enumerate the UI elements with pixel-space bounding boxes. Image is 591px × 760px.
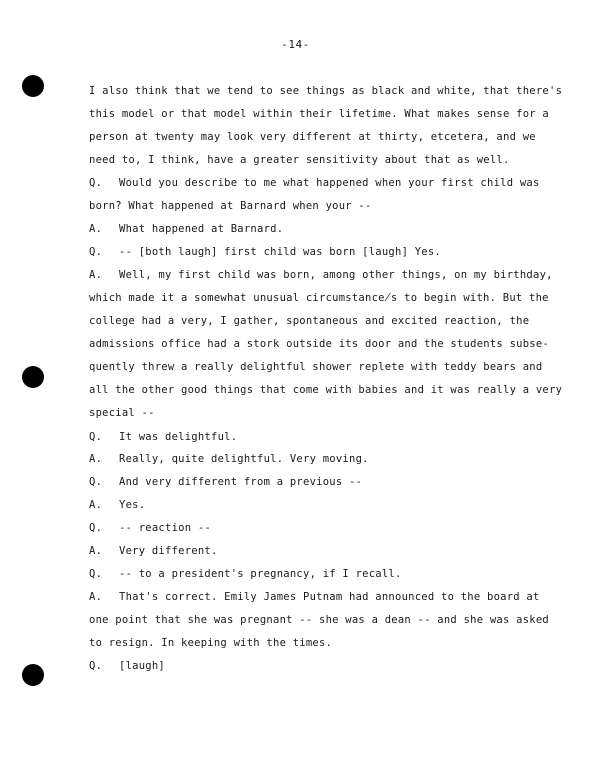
transcript-turn xyxy=(89,568,529,580)
transcript-line xyxy=(89,407,529,419)
transcript-line xyxy=(89,131,536,143)
speaker-label: Q. xyxy=(89,476,103,488)
transcript-turn xyxy=(89,545,529,557)
line-text: Really, quite delightful. Very moving. xyxy=(119,453,369,465)
transcript-turn xyxy=(89,476,529,488)
line-text: need to, I think, have a greater sensitivity about that as well. xyxy=(89,154,510,166)
transcript-line xyxy=(89,637,529,649)
line-text: What happened at Barnard. xyxy=(119,223,284,235)
line-text: Well, my first child was born, among other things, on my birthday, xyxy=(119,269,553,281)
line-text: That's correct. Emily James Putnam had announced to the board at xyxy=(119,591,540,603)
transcript-turn xyxy=(89,453,529,465)
line-text: Very different. xyxy=(119,545,218,557)
line-text: -- to a president's pregnancy, if I recall. xyxy=(119,568,402,580)
speaker-label: A. xyxy=(89,591,103,603)
transcript-turn xyxy=(89,660,529,672)
binder-hole-top xyxy=(22,75,44,97)
transcript-turn xyxy=(89,431,529,443)
line-text: one point that she was pregnant -- she was a dean -- and she was asked xyxy=(89,614,550,626)
line-text: quently threw a really delightful shower replete with teddy bears and xyxy=(89,361,543,373)
speaker-label: A. xyxy=(89,499,103,511)
line-text: [laugh] xyxy=(119,660,166,672)
speaker-label: Q. xyxy=(89,522,103,534)
binder-hole-bottom xyxy=(22,664,44,686)
line-text: all the other good things that come with babies and it was really a very xyxy=(89,384,563,396)
line-text: I also think that we tend to see things as black and white, that there's xyxy=(89,85,563,97)
transcript-line xyxy=(89,614,550,626)
transcript-line xyxy=(89,361,543,373)
speaker-label: Q. xyxy=(89,660,103,672)
speaker-label: A. xyxy=(89,545,103,557)
line-text: -- reaction -- xyxy=(119,522,212,534)
line-text: And very different from a previous -- xyxy=(119,476,363,488)
transcript-line xyxy=(89,338,550,350)
line-text: to resign. In keeping with the times. xyxy=(89,637,333,649)
transcript-turn xyxy=(89,269,553,281)
transcript-line xyxy=(89,315,529,327)
line-text: this model or that model within their lifetime. What makes sense for a xyxy=(89,108,550,120)
transcript-line xyxy=(89,154,529,166)
speaker-label: A. xyxy=(89,453,103,465)
transcript-line xyxy=(89,200,529,212)
line-text: -- [both laugh] first child was born [laugh] Yes. xyxy=(119,246,442,258)
transcript-line xyxy=(89,85,563,97)
line-text: college had a very, I gather, spontaneous and excited reaction, the xyxy=(89,315,530,327)
speaker-label: Q. xyxy=(89,568,103,580)
speaker-label: Q. xyxy=(89,246,103,258)
line-text: Yes. xyxy=(119,499,146,511)
line-text: special -- xyxy=(89,407,155,419)
line-text: Would you describe to me what happened when your first child was xyxy=(119,177,540,189)
transcript-line xyxy=(89,292,549,304)
transcript-turn xyxy=(89,246,529,258)
transcript-turn xyxy=(89,177,540,189)
transcript-turn xyxy=(89,522,529,534)
binder-hole-middle xyxy=(22,366,44,388)
line-text: admissions office had a stork outside its door and the students subse- xyxy=(89,338,550,350)
transcript-turn xyxy=(89,591,540,603)
line-text: born? What happened at Barnard when your -- xyxy=(89,200,372,212)
line-text: person at twenty may look very different at thirty, etcetera, and we xyxy=(89,131,536,143)
transcript-turn xyxy=(89,223,529,235)
speaker-label: A. xyxy=(89,223,103,235)
speaker-label: Q. xyxy=(89,177,103,189)
speaker-label: A. xyxy=(89,269,103,281)
line-text: which made it a somewhat unusual circumstance̸s to begin with. But the xyxy=(89,292,549,304)
speaker-label: Q. xyxy=(89,431,103,443)
line-text: It was delightful. xyxy=(119,431,238,443)
transcript-line xyxy=(89,108,550,120)
transcript-line xyxy=(89,384,563,396)
page-number: -14- xyxy=(281,38,310,51)
transcript-turn xyxy=(89,499,529,511)
